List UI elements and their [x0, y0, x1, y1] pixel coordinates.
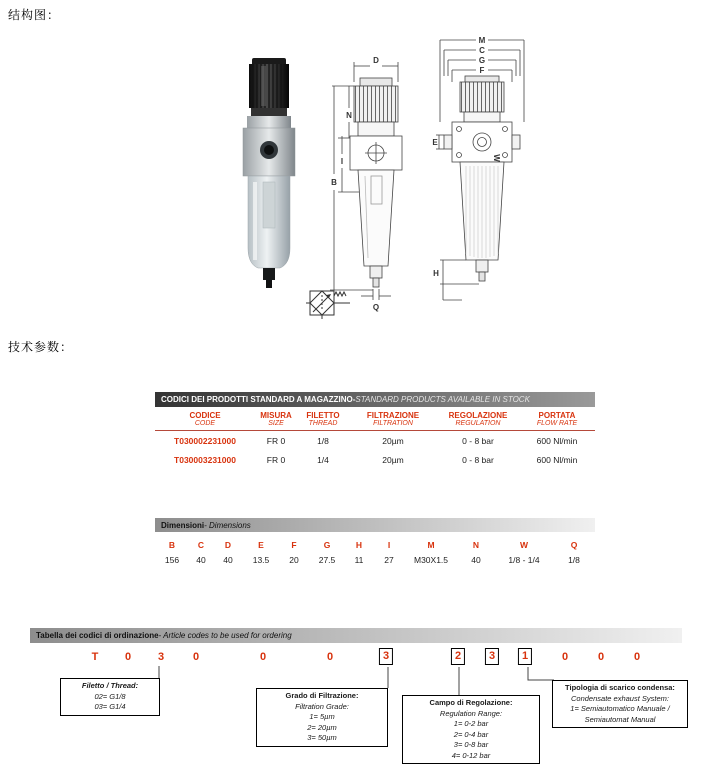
callout-filtration — [256, 688, 388, 747]
dim-header: D — [224, 540, 232, 550]
dimensions-title-bar: Dimensioni - Dimensions — [155, 518, 595, 532]
column-header-filetto: FILETTO THREAD — [306, 411, 340, 427]
dim-label-I: I — [340, 157, 344, 166]
code-char-boxed: 2 — [451, 648, 465, 665]
dimensions-title: Dimensioni — [161, 520, 205, 530]
code-char: 0 — [259, 651, 267, 663]
callout-title: Grado di Filtrazione: — [285, 691, 359, 700]
code-char: 0 — [124, 651, 132, 663]
dim-header: B — [168, 540, 176, 550]
callout-option: 1= 0-2 bar — [453, 719, 489, 728]
dim-value: 27.5 — [318, 555, 336, 565]
photo-drain — [263, 268, 275, 288]
dim-label-E: E — [432, 138, 438, 147]
dim-header: C — [197, 540, 205, 550]
dim-value: 27 — [384, 555, 394, 565]
side-view-geometry — [436, 40, 524, 300]
dim-value: 40 — [223, 555, 233, 565]
photo-bowl — [248, 176, 290, 268]
front-view-geometry — [330, 62, 402, 300]
callout-title: Filetto / Thread: — [81, 681, 139, 690]
regulation-value: 0 - 8 bar — [462, 454, 494, 465]
code-char: 3 — [157, 651, 165, 663]
size-value: FR 0 — [266, 435, 286, 446]
callout-option: 03= G1/4 — [94, 702, 126, 711]
pneumatic-symbol-icon — [306, 286, 350, 320]
product-photo — [222, 58, 314, 290]
table-row — [155, 431, 595, 450]
dim-label-W: W — [492, 154, 501, 162]
code-char: T — [91, 651, 99, 663]
ordering-title: Tabella dei codici di ordinazione — [36, 631, 159, 640]
stock-title-english: STANDARD PRODUCTS AVAILABLE IN STOCK — [355, 395, 530, 404]
dim-header: F — [291, 540, 297, 550]
callout-option: 3= 50µm — [307, 733, 337, 742]
callout-thread — [60, 678, 160, 716]
dim-label-H: H — [433, 269, 439, 278]
callout-title: Campo di Regolazione: — [429, 698, 513, 707]
callout-subtitle: Filtration Grade: — [295, 701, 349, 711]
callout-option: 2= 20µm — [307, 722, 337, 732]
callout-option: 4= 0-12 bar — [451, 750, 491, 760]
callout-subtitle: Regulation Range: — [439, 708, 503, 718]
stock-table-header-row — [155, 411, 595, 431]
column-header-regolazione: REGOLAZIONE REGULATION — [448, 411, 508, 427]
callout-regulation — [402, 695, 540, 764]
code-char: 0 — [192, 651, 200, 663]
dim-label-B: B — [331, 178, 337, 187]
regulation-value: 0 - 8 bar — [462, 435, 494, 446]
column-header-filtrazione: FILTRAZIONE FILTRATION — [366, 411, 420, 427]
code-char: 0 — [597, 651, 605, 663]
side-view-drawing — [432, 28, 532, 320]
dim-header: I — [387, 540, 391, 550]
table-row — [155, 450, 595, 469]
dim-value: 20 — [289, 555, 299, 565]
code-char-boxed: 1 — [518, 648, 532, 665]
photo-knob — [249, 58, 289, 116]
dimensions-header-row — [155, 540, 595, 550]
structure-diagram-label: 结构图： — [8, 8, 61, 22]
column-header-misura: MISURA SIZE — [260, 411, 292, 427]
dim-header: E — [258, 540, 264, 550]
tech-params-label: 技术参数： — [8, 340, 74, 354]
dim-value: 156 — [164, 555, 180, 565]
callout-subtitle: Condensate exhaust System: — [571, 693, 669, 703]
dim-header: W — [519, 540, 529, 550]
callout-option: 1= Semiautomatico Manuale / Semiautomat Manual — [570, 704, 670, 724]
dim-value: 11 — [354, 555, 364, 565]
dim-label-D: D — [373, 56, 379, 65]
dimensions-value-row — [155, 555, 595, 565]
thread-value: 1/8 — [317, 435, 329, 446]
stock-products-table — [155, 392, 595, 469]
product-code: T030003231000 — [174, 454, 236, 465]
callout-title: Tipologia di scarico condensa: — [565, 683, 675, 692]
dimensions-table — [155, 518, 595, 565]
callout-option: 3= 0-8 bar — [453, 740, 489, 749]
callout-line-condensate — [528, 667, 554, 680]
callout-option: 02= G1/8 — [94, 691, 126, 701]
dim-header: G — [323, 540, 331, 550]
callout-option: 1= 5µm — [309, 712, 335, 721]
product-code: T030002231000 — [174, 435, 236, 446]
dim-header: H — [355, 540, 363, 550]
code-char: 0 — [326, 651, 334, 663]
thread-value: 1/4 — [317, 454, 329, 465]
dim-label-C: C — [479, 46, 485, 55]
dim-value: 13.5 — [252, 555, 270, 565]
dim-header: M — [427, 540, 435, 550]
dim-value: 1/8 - 1/4 — [508, 555, 540, 565]
stock-title-italian: CODICI DEI PRODOTTI STANDARD A MAGAZZINO- — [161, 395, 356, 404]
filtration-value: 20µm — [382, 454, 404, 465]
code-char-boxed: 3 — [379, 648, 393, 665]
code-char: 0 — [633, 651, 641, 663]
dim-header: Q — [570, 540, 578, 550]
callout-option: 2= 0-4 bar — [453, 729, 489, 739]
dim-label-Q: Q — [372, 303, 380, 312]
code-char-boxed: 3 — [485, 648, 499, 665]
column-header-portata: PORTATA FLOW RATE — [536, 411, 578, 427]
size-value: FR 0 — [266, 454, 286, 465]
dim-value: 1/8 — [568, 555, 580, 565]
ordering-title-bar: Tabella dei codici di ordinazione - Article codes to be used for ordering — [30, 628, 682, 643]
dim-label-G: G — [478, 56, 486, 65]
flow-value: 600 Nl/min — [536, 435, 578, 446]
front-view-drawing — [318, 42, 436, 320]
dim-value: M30X1.5 — [413, 555, 449, 565]
dim-label-M: M — [478, 36, 486, 45]
stock-table-title-bar — [155, 392, 595, 407]
filtration-value: 20µm — [382, 435, 404, 446]
dim-value: 40 — [471, 555, 481, 565]
column-header-codice: CODICE CODE — [189, 411, 221, 427]
dim-value: 40 — [196, 555, 206, 565]
dim-header: N — [472, 540, 480, 550]
flow-value: 600 Nl/min — [536, 454, 578, 465]
callout-condensate — [552, 680, 688, 728]
dim-label-N: N — [346, 111, 352, 120]
dim-label-F: F — [479, 66, 485, 75]
code-char: 0 — [561, 651, 569, 663]
photo-body — [243, 116, 295, 176]
